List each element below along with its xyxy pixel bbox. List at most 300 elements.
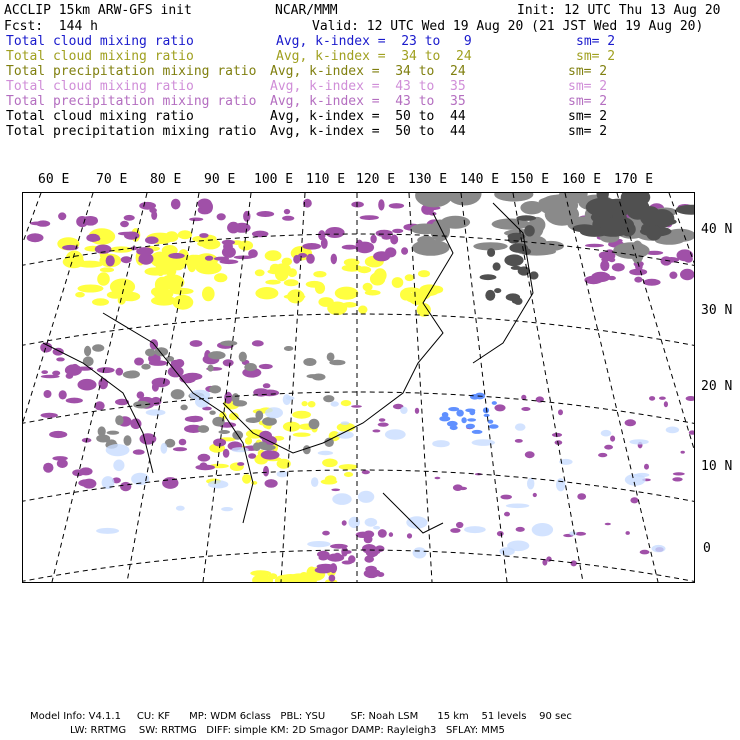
gray-cloud-patch — [84, 346, 91, 356]
gray-cloud-patch — [303, 358, 316, 366]
gray-cloud-patch — [126, 370, 140, 377]
yellow-cloud-patch — [281, 574, 300, 580]
purple-precip-patch — [379, 418, 386, 421]
purple-precip-patch — [626, 531, 630, 535]
light-blue-cloud-patch — [532, 523, 553, 536]
purple-precip-patch — [56, 357, 65, 361]
purple-precip-patch — [625, 419, 636, 426]
light-blue-cloud-patch — [413, 547, 427, 558]
purple-precip-patch — [134, 358, 144, 366]
yellow-cloud-patch — [293, 433, 311, 437]
yellow-cloud-patch — [197, 240, 219, 247]
purple-precip-patch — [330, 563, 337, 573]
purple-precip-patch — [171, 199, 181, 210]
purple-precip-patch — [66, 373, 74, 379]
purple-precip-patch — [44, 390, 52, 398]
yellow-cloud-patch — [92, 298, 109, 306]
purple-precip-patch — [82, 216, 98, 221]
yellow-cloud-patch — [342, 302, 357, 308]
purple-precip-patch — [43, 463, 53, 473]
yellow-cloud-patch — [392, 277, 404, 288]
gray-cloud-patch — [155, 347, 169, 356]
purple-precip-patch — [30, 222, 46, 226]
light-blue-cloud-patch — [464, 526, 486, 533]
gray-cloud-patch — [262, 417, 277, 426]
purple-precip-patch — [121, 256, 132, 263]
light-blue-cloud-patch — [307, 541, 330, 547]
yellow-cloud-patch — [100, 267, 114, 272]
yellow-cloud-patch — [318, 297, 333, 307]
purple-precip-patch — [124, 215, 135, 221]
purple-precip-patch — [604, 445, 613, 450]
yellow-cloud-patch — [265, 250, 282, 261]
purple-precip-patch — [27, 233, 44, 242]
dark-cloud-patch — [504, 254, 523, 266]
blue-cloud-patch — [467, 418, 476, 421]
light-blue-cloud-patch — [331, 401, 339, 406]
purple-precip-patch — [360, 215, 379, 220]
gray-cloud-patch — [323, 395, 334, 402]
purple-precip-patch — [584, 276, 602, 284]
purple-precip-patch — [600, 260, 609, 271]
purple-precip-patch — [681, 451, 685, 454]
purple-precip-patch — [118, 232, 138, 236]
purple-precip-patch — [227, 222, 240, 234]
light-blue-cloud-patch — [652, 545, 666, 552]
purple-precip-patch — [500, 495, 512, 500]
light-blue-cloud-patch — [569, 531, 577, 535]
light-blue-cloud-patch — [527, 478, 534, 490]
model-info-line2: LW: RRTMG SW: RRTMG DIFF: simple KM: 2D Smagor DAMP: Rayleigh3 SFLAY: MM5 — [70, 725, 505, 736]
light-blue-cloud-patch — [432, 440, 450, 447]
init-time: Init: 12 UTC Thu 13 Aug 20 — [517, 3, 721, 18]
light-blue-cloud-patch — [231, 447, 248, 452]
purple-precip-patch — [321, 238, 328, 249]
purple-precip-patch — [664, 401, 668, 407]
gray-cloud-patch — [209, 385, 221, 393]
purple-precip-patch — [93, 237, 100, 241]
light-blue-cloud-patch — [161, 443, 168, 454]
gray-cloud-patch — [520, 201, 543, 214]
yellow-cloud-patch — [335, 287, 358, 300]
purple-precip-patch — [188, 416, 203, 422]
purple-precip-patch — [183, 373, 203, 381]
purple-precip-patch — [41, 413, 58, 418]
purple-precip-patch — [248, 453, 256, 459]
legend-avg: Avg, k-index = 50 to 44 — [270, 109, 466, 124]
legend-row — [6, 64, 736, 79]
yellow-cloud-patch — [202, 287, 215, 302]
legend-field: Total cloud mixing ratio — [6, 49, 194, 64]
latitude-line — [23, 314, 694, 349]
purple-precip-patch — [609, 258, 616, 263]
lon-label: 160 E — [562, 172, 602, 187]
gray-cloud-patch — [329, 360, 345, 366]
purple-precip-patch — [356, 532, 371, 538]
lat-label: 20 N — [701, 379, 733, 394]
yellow-cloud-patch — [238, 241, 253, 251]
blue-cloud-patch — [469, 409, 475, 415]
dark-cloud-patch — [493, 262, 501, 270]
yellow-cloud-patch — [120, 292, 140, 302]
gray-cloud-patch — [124, 435, 132, 446]
purple-precip-patch — [66, 398, 83, 404]
legend-smoothing: sm= 2 — [568, 124, 608, 139]
light-blue-cloud-patch — [176, 506, 185, 511]
purple-precip-patch — [217, 213, 226, 220]
purple-precip-patch — [612, 263, 625, 271]
map-panel — [22, 192, 695, 583]
purple-precip-patch — [145, 236, 159, 244]
yellow-cloud-patch — [308, 401, 316, 407]
yellow-cloud-patch — [418, 270, 430, 277]
gray-cloud-patch — [232, 393, 240, 403]
gray-cloud-patch — [441, 216, 470, 229]
lon-label: 170 E — [614, 172, 654, 187]
purple-precip-patch — [138, 258, 150, 263]
legend-row — [6, 109, 736, 124]
model-title: ACCLIP 15km ARW-GFS init — [4, 3, 192, 18]
yellow-cloud-patch — [245, 437, 252, 445]
purple-precip-patch — [261, 450, 280, 459]
forecast-hour: Fcst: 144 h — [4, 19, 98, 34]
lat-label: 10 N — [701, 459, 733, 474]
yellow-cloud-patch — [265, 280, 280, 285]
purple-precip-patch — [49, 431, 67, 438]
purple-precip-patch — [630, 497, 638, 503]
purple-precip-patch — [78, 379, 97, 391]
purple-precip-patch — [378, 529, 387, 538]
purple-precip-patch — [577, 493, 586, 500]
purple-precip-patch — [259, 364, 273, 369]
dark-cloud-patch — [514, 298, 523, 305]
purple-precip-patch — [342, 561, 353, 565]
purple-precip-patch — [120, 221, 129, 227]
light-blue-cloud-patch — [283, 394, 291, 405]
purple-precip-patch — [669, 272, 677, 279]
purple-precip-patch — [342, 520, 347, 525]
yellow-cloud-patch — [282, 258, 292, 266]
purple-precip-patch — [497, 531, 504, 536]
purple-precip-patch — [659, 397, 666, 400]
lon-label: 150 E — [510, 172, 550, 187]
purple-precip-patch — [243, 211, 250, 222]
purple-precip-patch — [344, 550, 352, 554]
light-blue-cloud-patch — [556, 478, 565, 491]
purple-precip-patch — [494, 404, 505, 411]
purple-precip-patch — [634, 277, 642, 283]
blue-cloud-patch — [488, 420, 494, 424]
yellow-cloud-patch — [365, 290, 381, 296]
purple-precip-patch — [106, 255, 115, 266]
yellow-cloud-patch — [97, 272, 110, 286]
gray-cloud-patch — [246, 417, 261, 423]
purple-precip-patch — [649, 396, 655, 401]
purple-precip-patch — [41, 370, 48, 374]
purple-precip-patch — [223, 449, 230, 458]
dark-cloud-patch — [487, 248, 495, 257]
blue-cloud-patch — [484, 414, 490, 417]
purple-precip-patch — [599, 252, 608, 259]
legend-smoothing: sm= 2 — [568, 109, 608, 124]
gray-cloud-patch — [141, 364, 150, 370]
dark-cloud-patch — [598, 225, 628, 236]
yellow-cloud-patch — [214, 273, 227, 282]
yellow-cloud-patch — [287, 268, 297, 277]
lon-label: 90 E — [204, 172, 236, 187]
yellow-cloud-patch — [339, 464, 358, 470]
purple-precip-patch — [456, 522, 463, 528]
blue-cloud-patch — [439, 416, 450, 421]
light-blue-cloud-patch — [341, 421, 350, 425]
light-blue-cloud-patch — [385, 429, 406, 440]
purple-precip-patch — [415, 408, 419, 414]
purple-precip-patch — [575, 532, 586, 536]
light-blue-cloud-patch — [311, 477, 318, 487]
purple-precip-patch — [205, 256, 213, 261]
dark-cloud-patch — [518, 266, 530, 275]
dark-cloud-patch — [485, 290, 495, 301]
lon-label: 110 E — [306, 172, 346, 187]
purple-precip-patch — [571, 560, 577, 566]
yellow-cloud-patch — [405, 274, 414, 281]
gray-cloud-patch — [145, 349, 155, 357]
purple-precip-patch — [222, 240, 235, 245]
purple-precip-patch — [362, 544, 376, 554]
legend-avg: Avg, k-index = 43 to 35 — [270, 79, 466, 94]
purple-precip-patch — [453, 484, 463, 491]
legend-smoothing: sm= 2 — [576, 34, 616, 49]
gray-cloud-patch — [309, 419, 320, 430]
yellow-cloud-patch — [284, 279, 299, 286]
legend-row — [6, 124, 736, 139]
purple-precip-patch — [59, 390, 67, 399]
purple-precip-patch — [263, 383, 271, 388]
gray-cloud-patch — [417, 236, 435, 245]
purple-precip-patch — [378, 199, 384, 210]
yellow-cloud-patch — [302, 401, 308, 406]
purple-precip-patch — [516, 527, 525, 532]
center-label: NCAR/MMM — [275, 3, 338, 18]
purple-precip-patch — [256, 211, 274, 217]
dark-cloud-patch — [494, 288, 501, 293]
purple-precip-patch — [331, 254, 337, 265]
yellow-cloud-patch — [342, 265, 363, 272]
gray-cloud-patch — [613, 242, 649, 259]
purple-precip-patch — [370, 235, 376, 244]
purple-precip-patch — [640, 550, 650, 555]
blue-cloud-patch — [461, 417, 466, 423]
valid-time: Valid: 12 UTC Wed 19 Aug 20 (21 JST Wed 19 Aug 20) — [312, 19, 704, 34]
yellow-cloud-patch — [255, 269, 265, 276]
yellow-cloud-patch — [358, 306, 367, 314]
purple-precip-patch — [610, 436, 615, 442]
gray-cloud-patch — [209, 411, 215, 415]
yellow-cloud-patch — [255, 287, 278, 299]
gray-cloud-patch — [107, 431, 120, 435]
dark-cloud-patch — [480, 274, 497, 280]
purple-precip-patch — [52, 456, 67, 461]
gray-cloud-patch — [218, 430, 230, 434]
purple-precip-patch — [389, 203, 404, 208]
purple-precip-patch — [605, 523, 611, 525]
lon-label: 100 E — [254, 172, 294, 187]
purple-precip-patch — [302, 243, 321, 250]
light-blue-cloud-patch — [629, 439, 648, 444]
legend-row — [6, 94, 736, 109]
light-blue-cloud-patch — [601, 430, 612, 437]
purple-precip-patch — [152, 382, 159, 391]
purple-precip-patch — [168, 253, 184, 259]
gray-cloud-patch — [198, 425, 209, 433]
gray-cloud-patch — [239, 352, 247, 362]
light-blue-cloud-patch — [349, 517, 360, 528]
purple-precip-patch — [521, 407, 530, 411]
purple-precip-patch — [223, 359, 234, 366]
yellow-cloud-patch — [161, 274, 185, 290]
purple-precip-patch — [293, 255, 300, 264]
light-blue-cloud-patch — [265, 407, 283, 418]
gray-cloud-patch — [83, 356, 94, 366]
purple-precip-patch — [198, 199, 212, 209]
latitude-line — [23, 550, 694, 582]
yellow-cloud-patch — [242, 474, 251, 484]
gray-cloud-patch — [98, 426, 106, 436]
purple-precip-patch — [133, 449, 145, 454]
legend-smoothing: sm= 2 — [576, 49, 616, 64]
legend-row — [6, 49, 736, 64]
gray-cloud-patch — [244, 363, 257, 371]
legend-field: Total cloud mixing ratio — [6, 34, 194, 49]
purple-precip-patch — [237, 462, 244, 466]
legend-field: Total precipitation mixing ratio — [6, 94, 257, 109]
legend-avg: Avg, k-index = 34 to 24 — [276, 49, 472, 64]
purple-precip-patch — [331, 489, 340, 492]
lat-label: 0 — [703, 541, 711, 556]
purple-precip-patch — [351, 405, 362, 408]
legend-field: Total precipitation mixing ratio — [6, 64, 257, 79]
gray-cloud-patch — [171, 389, 185, 399]
light-blue-cloud-patch — [113, 460, 124, 472]
legend-avg: Avg, k-index = 23 to 9 — [276, 34, 472, 49]
dark-cloud-patch — [586, 198, 621, 217]
purple-precip-patch — [179, 439, 187, 446]
purple-precip-patch — [41, 375, 60, 379]
purple-precip-patch — [672, 477, 682, 481]
purple-precip-patch — [689, 430, 694, 434]
purple-precip-patch — [199, 233, 208, 238]
purple-precip-patch — [686, 396, 694, 401]
purple-precip-patch — [200, 462, 208, 468]
purple-precip-patch — [372, 429, 380, 432]
purple-precip-patch — [392, 229, 403, 233]
yellow-cloud-patch — [178, 230, 192, 239]
purple-precip-patch — [435, 477, 441, 479]
purple-precip-patch — [325, 227, 344, 238]
purple-precip-patch — [260, 390, 279, 397]
purple-precip-patch — [120, 482, 131, 491]
purple-precip-patch — [317, 551, 330, 558]
precip-fields — [27, 193, 694, 582]
yellow-cloud-patch — [344, 472, 353, 477]
dark-cloud-patch — [573, 224, 597, 232]
gray-cloud-patch — [257, 442, 267, 449]
gray-cloud-patch — [327, 353, 335, 362]
purple-precip-patch — [198, 454, 211, 462]
purple-precip-patch — [322, 531, 330, 536]
purple-precip-patch — [97, 367, 115, 373]
purple-precip-patch — [598, 453, 607, 457]
dark-cloud-patch — [508, 233, 526, 241]
light-blue-cloud-patch — [146, 409, 166, 415]
light-blue-cloud-patch — [365, 518, 378, 527]
purple-precip-patch — [525, 451, 535, 458]
gray-cloud-patch — [208, 351, 226, 359]
yellow-cloud-patch — [283, 422, 300, 432]
light-blue-cloud-patch — [358, 491, 374, 503]
yellow-cloud-patch — [75, 292, 85, 298]
light-blue-cloud-patch — [318, 451, 333, 455]
purple-precip-patch — [351, 202, 364, 208]
yellow-cloud-patch — [150, 269, 176, 275]
purple-precip-patch — [95, 401, 105, 410]
purple-precip-patch — [329, 575, 336, 582]
purple-precip-patch — [643, 279, 661, 286]
purple-precip-patch — [136, 247, 153, 255]
light-blue-cloud-patch — [96, 528, 119, 534]
purple-precip-patch — [515, 439, 523, 443]
legend-avg: Avg, k-index = 34 to 24 — [270, 64, 466, 79]
blue-cloud-patch — [450, 426, 458, 431]
dark-cloud-patch — [524, 225, 535, 236]
gray-cloud-patch — [208, 365, 214, 372]
purple-precip-patch — [330, 544, 348, 549]
legend-field: Total cloud mixing ratio — [6, 79, 194, 94]
light-blue-cloud-patch — [472, 439, 495, 446]
legend-field: Total cloud mixing ratio — [6, 109, 194, 124]
legend-avg: Avg, k-index = 50 to 44 — [270, 124, 466, 139]
purple-precip-patch — [284, 209, 290, 214]
lat-label: 40 N — [701, 222, 733, 237]
gray-cloud-patch — [447, 193, 481, 206]
yellow-cloud-patch — [195, 253, 218, 267]
legend-field: Total precipitation mixing ratio — [6, 124, 257, 139]
lon-label: 140 E — [460, 172, 500, 187]
blue-cloud-patch — [456, 410, 463, 417]
dark-cloud-patch — [646, 225, 662, 240]
purple-precip-patch — [151, 211, 157, 220]
yellow-cloud-patch — [173, 295, 194, 310]
purple-precip-patch — [504, 512, 510, 517]
lon-label: 80 E — [150, 172, 182, 187]
purple-precip-patch — [390, 235, 398, 245]
purple-precip-patch — [376, 230, 393, 237]
purple-precip-patch — [558, 409, 563, 415]
purple-precip-patch — [58, 212, 66, 220]
purple-precip-patch — [222, 247, 236, 258]
purple-precip-patch — [139, 202, 156, 210]
yellow-cloud-patch — [430, 286, 443, 294]
legend-smoothing: sm= 2 — [568, 79, 608, 94]
purple-precip-patch — [389, 532, 393, 537]
light-blue-cloud-patch — [106, 444, 130, 456]
purple-precip-patch — [375, 545, 384, 552]
legend-smoothing: sm= 2 — [568, 94, 608, 109]
purple-precip-patch — [190, 340, 203, 347]
purple-precip-patch — [40, 342, 52, 352]
yellow-cloud-patch — [287, 289, 304, 303]
purple-precip-patch — [173, 447, 187, 451]
